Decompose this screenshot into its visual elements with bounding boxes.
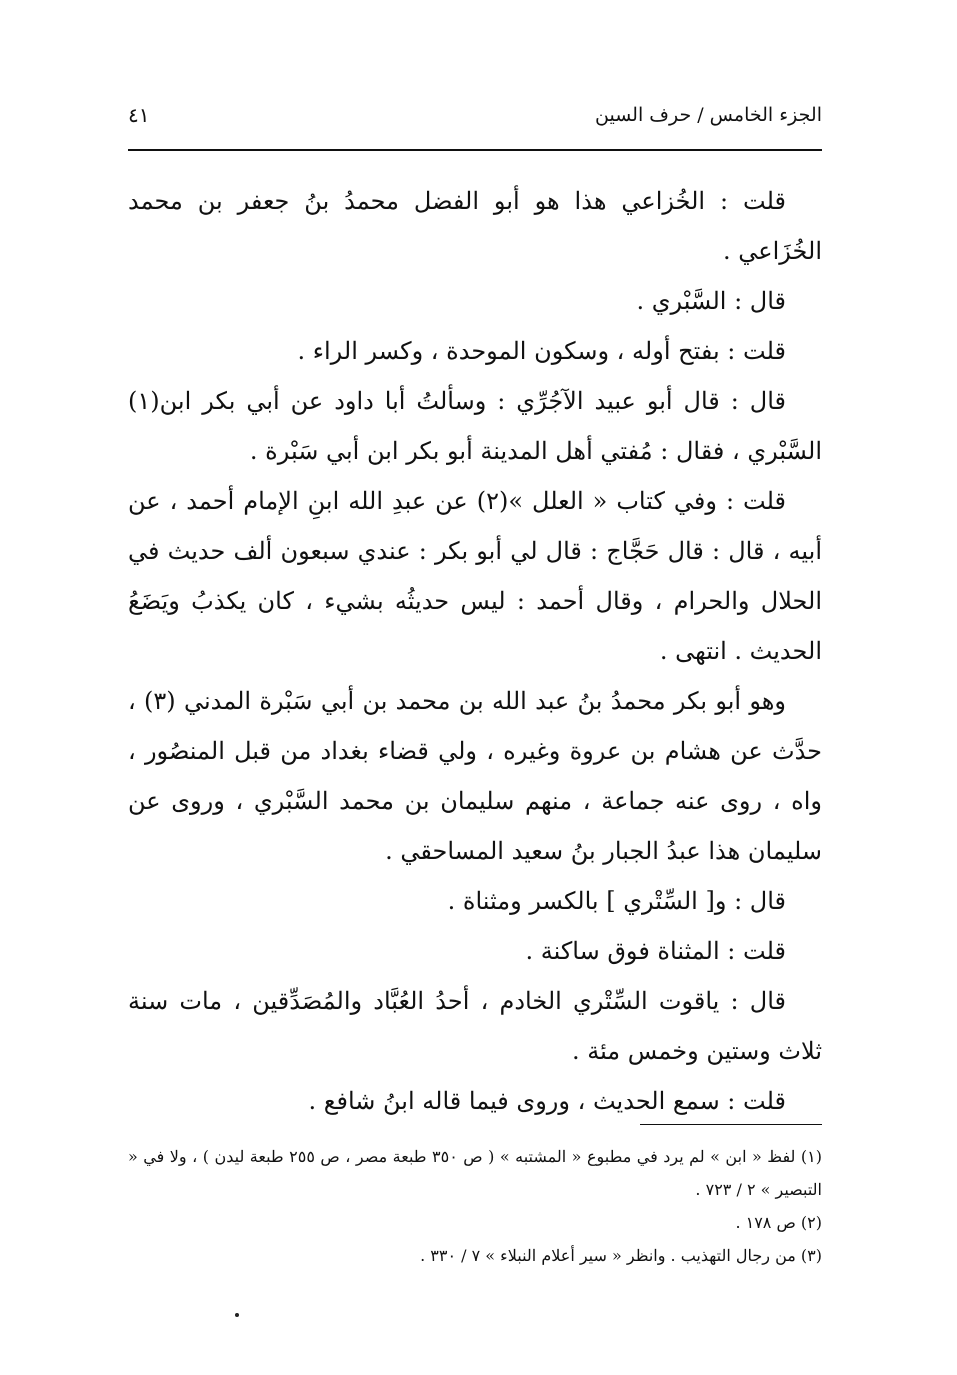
paragraph: قلت : سمع الحديث ، وروى فيما قاله ابنُ شافع .: [308, 1087, 786, 1115]
header-divider: [128, 149, 822, 151]
paragraph: قال : و[ السِّتْري ] بالكسر ومثناة .: [447, 887, 786, 915]
footnote: (٢) ص ١٧٨ .: [735, 1213, 822, 1232]
stray-mark: [235, 1313, 239, 1317]
footnote-divider: [640, 1124, 822, 1125]
paragraph: قلت : وفي كتاب « العلل »(٢) عن عبدِ الله ابنِ الإمام أحمد ، عن أبيه ، قال : قال حَجَّاج : قال لي أبو بكر : عندي سبعون ألف حديث في الحلال والحرام ، وقال أحمد : ليس حديثُه بشيء ، كان يكذبُ ويَضَعُ الحديث . انتهى .: [128, 487, 822, 665]
paragraph: قال : ياقوت السِّتْري الخادم ، أحدُ العُبَّاد والمُصَدِّقين ، مات سنة ثلاث وستين وخمس مئة .: [128, 987, 822, 1065]
paragraph: وهو أبو بكر محمدُ بنُ عبد الله بن محمد بن أبي سَبْرة المدني (٣) ، حدَّث عن هشام بن عروة وغيره ، ولي قضاء بغداد من قبل المنصُور ، واه ، روى عنه جماعة ، منهم سليمان بن محمد السَّبْري ، وروى عن سليمان هذا عبدُ الجبار بنُ سعيد المساحقي .: [128, 687, 822, 865]
paragraph: قلت : المثناة فوق ساكنة .: [525, 937, 786, 965]
page-number: ٤١: [128, 103, 150, 127]
main-text: [128, 176, 822, 1126]
page-header: [128, 100, 822, 140]
footnote: (١) لفظ « ابن » لم يرد في مطبوع « المشتبه » ( ص ٣٥٠ طبعة مصر ، ص ٢٥٥ طبعة ليدن ) ، ولا في « التبصير » ٢ / ٧٢٣ .: [128, 1147, 823, 1199]
running-title: الجزء الخامس / حرف السين: [595, 104, 822, 126]
paragraph: قلت : بفتح أوله ، وسكون الموحدة ، وكسر الراء .: [297, 337, 786, 365]
paragraph: قلت : الخُزاعي هذا هو أبو الفضل محمدُ بنُ جعفر بن محمد الخُزَاعي .: [128, 187, 822, 265]
footnotes: [128, 1140, 822, 1272]
footnote: (٣) من رجال التهذيب . وانظر « سير أعلام النبلاء » ٧ / ٣٣٠ .: [420, 1246, 822, 1265]
paragraph: قال : السَّبْري .: [636, 287, 786, 315]
paragraph: قال : قال أبو عبيد الآجُرِّي : وسألتُ أبا داود عن أبي بكر ابن(١) السَّبْري ، فقال : مُفتي أهل المدينة أبو بكر ابن أبي سَبْرة .: [128, 387, 822, 465]
